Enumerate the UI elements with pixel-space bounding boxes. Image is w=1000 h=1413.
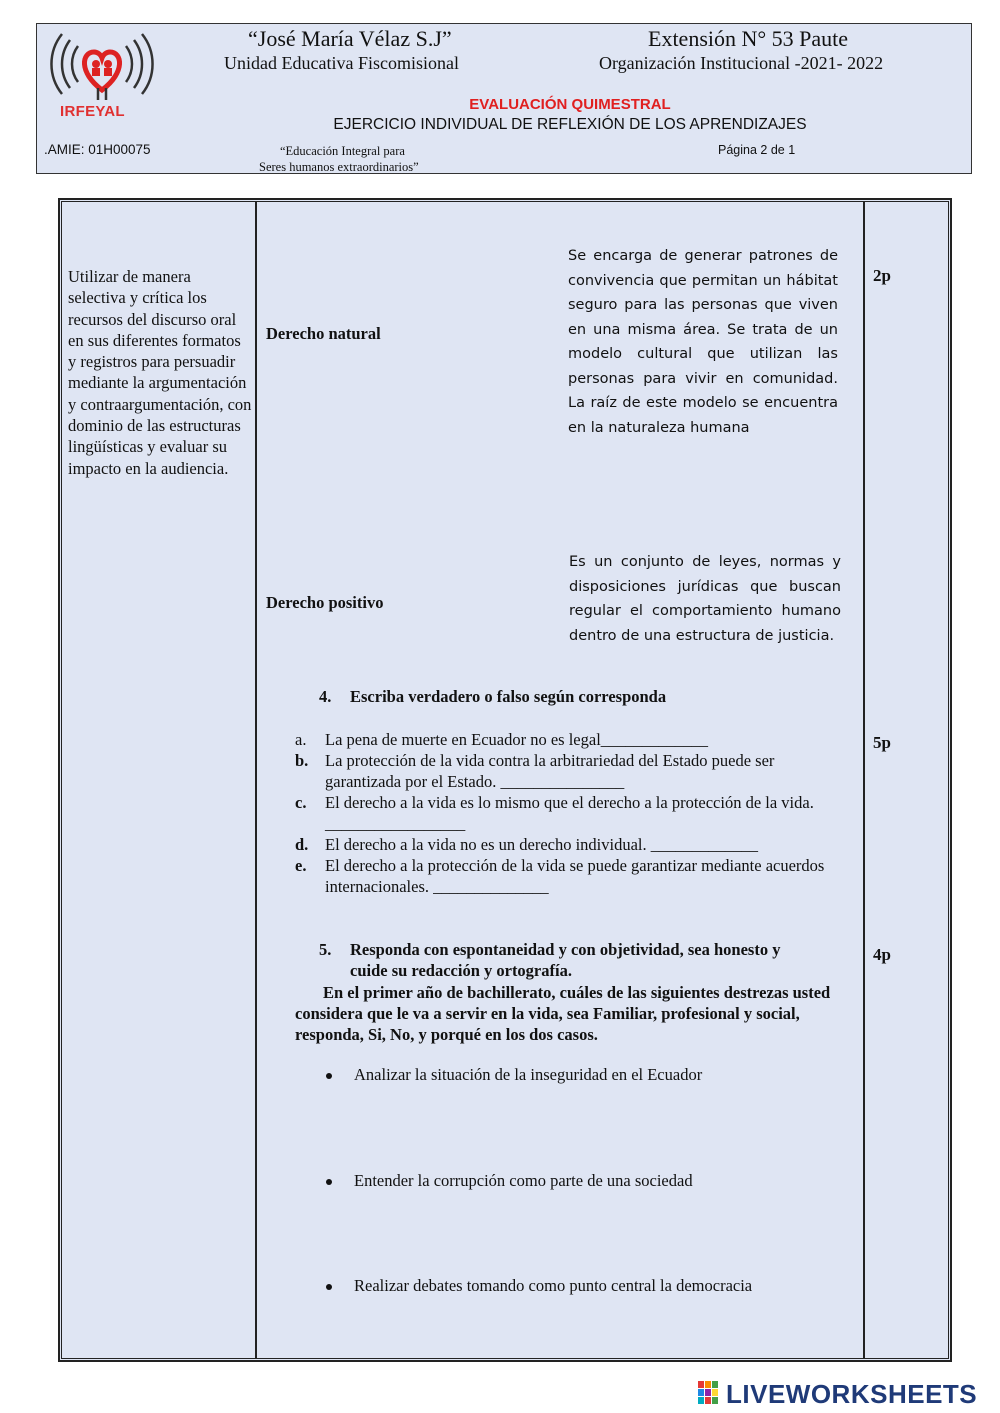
evaluation-title: EVALUACIÓN QUIMESTRAL — [469, 96, 671, 113]
question-4-items — [295, 729, 840, 897]
tf-label: e. — [295, 856, 307, 875]
bullet-icon — [326, 1284, 332, 1290]
amie-code: .AMIE: 01H00075 — [44, 142, 151, 157]
page-info: Página 2 de 1 — [718, 143, 796, 157]
table-divider-skill — [255, 201, 257, 1359]
term-derecho-positivo: Derecho positivo — [266, 593, 384, 612]
extension-label: Extensión N° 53 Paute — [648, 26, 849, 51]
question-4-title — [319, 687, 666, 707]
tf-item-d — [295, 834, 840, 855]
exercise-title: EJERCICIO INDIVIDUAL DE REFLEXIÓN DE LOS APRENDIZAJES — [333, 116, 807, 133]
question-4-number: 4. — [319, 687, 332, 706]
question-5-text-1: Responda con espontaneidad y con objetividad, sea honesto y — [350, 940, 781, 959]
skill-bullet-3 — [326, 1276, 752, 1296]
bullet-text: Entender la corrupción como parte de una sociedad — [354, 1171, 693, 1190]
school-type: Unidad Educativa Fiscomisional — [224, 53, 459, 73]
tf-item-a — [295, 729, 840, 750]
term-derecho-natural: Derecho natural — [266, 324, 381, 343]
tf-statement[interactable]: El derecho a la protección de la vida se puede garantizar mediante acuerdos internacionales. ______________ — [325, 856, 825, 896]
points-question-4: 5p — [873, 733, 891, 752]
tf-label: b. — [295, 751, 309, 770]
motto-line-2: Seres humanos extraordinarios” — [259, 160, 419, 174]
liveworksheets-logo-icon — [698, 1381, 720, 1405]
table-divider-points — [863, 201, 865, 1359]
question-4-text: Escriba verdadero o falso según corresponda — [350, 687, 667, 706]
motto-line-1: “Educación Integral para — [280, 144, 405, 158]
logo-text: IRFEYAL — [60, 103, 125, 120]
irfeyal-logo — [48, 28, 156, 104]
skill-bullet-2 — [326, 1171, 693, 1191]
tf-statement[interactable]: La pena de muerte en Ecuador no es legal_____________ — [325, 730, 709, 749]
bullet-icon — [326, 1179, 332, 1185]
bullet-text: Analizar la situación de la inseguridad en el Ecuador — [354, 1065, 703, 1084]
question-5-title — [319, 939, 780, 981]
definition-derecho-natural: Se encarga de generar patrones de convivencia que permitan un hábitat seguro para las personas que viven en una misma área. Se trata de un modelo cultural que utilizan las personas para vivir en comunidad. La raíz de este modelo se encuentra en la naturaleza humana — [568, 248, 838, 436]
liveworksheets-brand[interactable]: LIVEWORKSHEETS — [726, 1379, 978, 1409]
tf-item-c — [295, 792, 840, 834]
question-5-number: 5. — [319, 940, 332, 959]
organization-label: Organización Institucional -2021- 2022 — [599, 53, 884, 73]
skill-description: Utilizar de manera selectiva y crítica los recursos del discurso oral en sus diferentes formatos y registros para persuadir mediante la argumentación y contraargumentación, con dominio de las estructuras lingüísticas y evaluar su impacto en la audiencia. — [68, 267, 252, 478]
definition-derecho-positivo: Es un conjunto de leyes, normas y disposiciones jurídicas que buscan regular el comportamiento humano dentro de una estructura de justicia. — [569, 554, 841, 644]
tf-statement[interactable]: La protección de la vida contra la arbitrariedad del Estado puede ser garantizada por el Estado. _______________ — [325, 751, 775, 791]
tf-label: a. — [295, 730, 307, 749]
bullet-text: Realizar debates tomando como punto central la democracia — [354, 1276, 753, 1295]
tf-item-b — [295, 750, 840, 792]
tf-statement[interactable]: El derecho a la vida es lo mismo que el derecho a la protección de la vida. _________________ — [325, 793, 814, 833]
motto — [259, 143, 419, 175]
tf-label: d. — [295, 835, 309, 854]
points-matching: 2p — [873, 266, 891, 285]
question-5-text-2: cuide su redacción y ortografía. — [350, 961, 572, 980]
school-name: “José María Vélaz S.J” — [248, 26, 452, 51]
skill-bullet-1 — [326, 1065, 702, 1085]
tf-statement[interactable]: El derecho a la vida no es un derecho individual. _____________ — [325, 835, 759, 854]
question-5-line-1 — [319, 939, 780, 960]
points-question-5: 4p — [873, 945, 891, 964]
tf-label: c. — [295, 793, 307, 812]
question-5-instruction: En el primer año de bachillerato, cuáles de las siguientes destrezas usted considera que le va a servir en la vida, sea Familiar, profesional y social, responda, Si, No, y porqué en los dos casos. — [295, 983, 831, 1044]
tf-item-e — [295, 855, 840, 897]
bullet-icon — [326, 1073, 332, 1079]
